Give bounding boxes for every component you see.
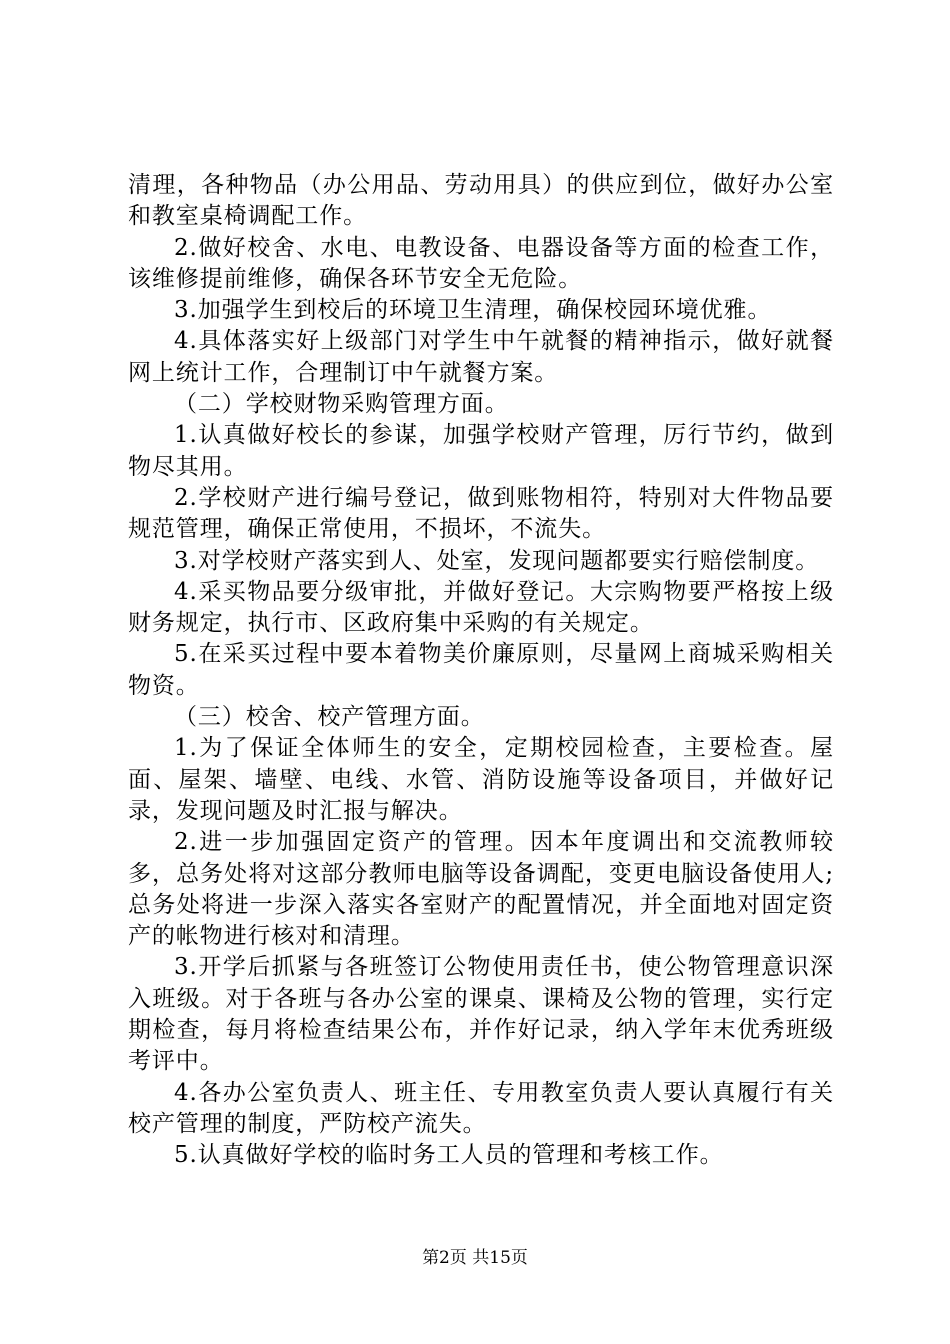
section-heading-3: （三）校舍、校产管理方面。	[174, 704, 485, 731]
paragraph-1: 2.做好校舍、水电、电教设备、电器设备等方面的检查工作，该维修提前维修，确保各环节安全无危险。	[128, 234, 834, 292]
paragraph-14: 4.各办公室负责人、班主任、专用教室负责人要认真履行有关校产管理的制度，严防校产流失。	[128, 1079, 834, 1137]
paragraph-15: 5.认真做好学校的临时务工人员的管理和考核工作。	[174, 1142, 724, 1169]
document-body	[128, 170, 834, 1172]
paragraph-7: 3.对学校财产落实到人、处室，发现问题都要实行赔偿制度。	[174, 547, 820, 574]
paragraph-12: 2.进一步加强固定资产的管理。因本年度调出和交流教师较多，总务处将对这部分教师电脑等设备调配，变更电脑设备使用人;总务处将进一步深入落实各室财产的配置情况，并全面地对固定资产的帐物进行核对和清理。	[128, 829, 834, 950]
paragraph-9: 5.在采买过程中要本着物美价廉原则，尽量网上商城采购相关物资。	[128, 641, 834, 699]
paragraph-13: 3.开学后抓紧与各班签订公物使用责任书，使公物管理意识深入班级。对于各班与各办公室的课桌、课椅及公物的管理，实行定期检查，每月将检查结果公布，并作好记录，纳入学年末优秀班级考评中。	[128, 954, 834, 1075]
paragraph-3: 4.具体落实好上级部门对学生中午就餐的精神指示，做好就餐网上统计工作，合理制订中午就餐方案。	[128, 328, 834, 386]
paragraph-8: 4.采买物品要分级审批，并做好登记。大宗购物要严格按上级财务规定，执行市、区政府集中采购的有关规定。	[128, 578, 834, 637]
paragraph-11: 1.为了保证全体师生的安全，定期校园检查，主要检查。屋面、屋架、墙壁、电线、水管、消防设施等设备项目，并做好记录，发现问题及时汇报与解决。	[128, 735, 834, 824]
paragraph-2: 3.加强学生到校后的环境卫生清理，确保校园环境优雅。	[174, 297, 772, 324]
page-number-footer: 第2页 共15页	[422, 1248, 528, 1268]
paragraph-5: 1.认真做好校长的参谋，加强学校财产管理，厉行节约，做到物尽其用。	[128, 422, 834, 480]
paragraph-0: 清理，各种物品（办公用品、劳动用具）的供应到位，做好办公室和教室桌椅调配工作。	[128, 172, 834, 230]
paragraph-6: 2.学校财产进行编号登记，做到账物相符，特别对大件物品要规范管理，确保正常使用，不损坏，不流失。	[128, 484, 834, 543]
section-heading-2: （二）学校财物采购管理方面。	[174, 391, 509, 418]
